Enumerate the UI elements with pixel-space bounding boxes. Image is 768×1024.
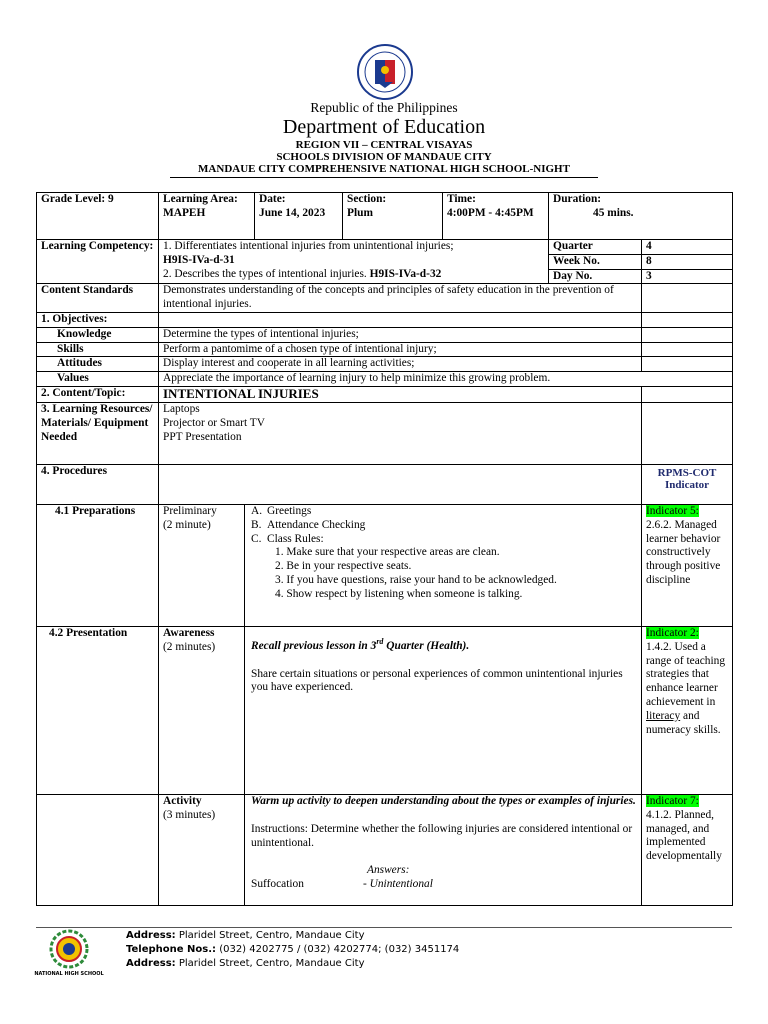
instructions-text: Instructions: Determine whether the following injuries are considered intentional or unintentional.	[251, 822, 633, 849]
region-line: REGION VII – CENTRAL VISAYAS	[295, 139, 473, 151]
division-line: SCHOOLS DIVISION OF MANDAUE CITY	[276, 151, 492, 163]
school-line: MANDAUE CITY COMPREHENSIVE NATIONAL HIGH SCHOOL-NIGHT	[198, 163, 570, 175]
school-logo	[34, 928, 104, 978]
footer-divider	[36, 927, 732, 928]
warmup-text: Warm up activity to deepen understanding about the types or examples of injuries.	[251, 794, 636, 807]
indicator-2-part: and numeracy skills.	[646, 709, 721, 736]
address-label: Address:	[126, 958, 176, 969]
day-value: 3	[642, 269, 733, 284]
section-label: Section:	[347, 193, 387, 205]
objective-text: Perform a pantomime of a chosen type of intentional injury;	[159, 342, 642, 357]
rule-item: 3. If you have questions, raise your hand to be acknowledged.	[275, 573, 557, 586]
list-text: Class Rules:	[267, 532, 324, 545]
empty-cell	[642, 327, 733, 342]
objective-label: Skills	[37, 342, 159, 357]
empty-cell	[642, 284, 733, 313]
objective-row	[37, 342, 733, 357]
competency-code-2: H9IS-IVa-d-32	[369, 267, 442, 280]
duration-value: 45 mins.	[593, 206, 634, 219]
resources-list	[159, 402, 642, 464]
preliminary-content	[245, 504, 642, 626]
phase-name: Activity	[163, 794, 202, 807]
competency-line-1: 1. Differentiates intentional injuries from unintentional injuries;	[163, 240, 454, 252]
phase-time: (3 minutes)	[163, 808, 216, 821]
share-text: Share certain situations or personal experiences of common unintentional injuries you have experienced.	[251, 667, 623, 694]
list-key: C.	[251, 532, 262, 545]
indicator-2-literacy: literacy	[646, 709, 681, 722]
header-divider	[170, 177, 598, 178]
empty-cell	[642, 357, 733, 372]
resource-item: PPT Presentation	[163, 430, 242, 443]
presentation-label-text: 4.2 Presentation	[49, 626, 128, 639]
procedures-label: 4. Procedures	[37, 464, 159, 504]
phase-name: Preliminary	[163, 504, 217, 517]
section-value: Plum	[347, 206, 373, 219]
duration-label: Duration:	[553, 193, 602, 205]
empty-cell	[642, 312, 733, 327]
spacer	[251, 850, 637, 864]
procedures-row	[37, 464, 733, 504]
objectives-label: 1. Objectives:	[37, 312, 159, 327]
address-label: Address:	[126, 930, 176, 941]
week-value: 8	[642, 254, 733, 269]
preparations-label	[37, 504, 159, 626]
indicator-7-text: 4.1.2. Planned, managed, and implemented developmentally	[646, 808, 722, 863]
date-value: June 14, 2023	[259, 206, 326, 219]
address-value: Plaridel Street, Centro, Mandaue City	[175, 958, 365, 969]
recall-text	[251, 635, 637, 654]
recall-part: Recall previous lesson in 3	[251, 639, 377, 652]
indicator-2-text	[646, 641, 728, 738]
spacer	[251, 654, 637, 668]
recall-part: Quarter (Health).	[383, 639, 470, 652]
presentation-label	[37, 626, 159, 794]
empty-cell	[642, 386, 733, 402]
address-value: Plaridel Street, Centro, Mandaue City	[175, 930, 365, 941]
list-item	[251, 533, 637, 547]
topic-row	[37, 386, 733, 402]
objective-label: Knowledge	[37, 327, 159, 342]
content-standards-label: Content Standards	[37, 284, 159, 313]
day-label: Day No.	[549, 269, 642, 284]
resource-item: Projector or Smart TV	[163, 416, 265, 429]
content-standards-row	[37, 284, 733, 313]
info-row	[37, 193, 733, 240]
section-cell	[343, 193, 443, 240]
footer-telephone	[126, 944, 459, 955]
deped-seal	[343, 44, 427, 100]
week-label: Week No.	[549, 254, 642, 269]
footer-address-2	[126, 958, 365, 969]
department-title: Department of Education	[282, 116, 486, 138]
competency-text	[159, 240, 549, 284]
indicator-5-cell	[642, 504, 733, 626]
objective-row	[37, 372, 733, 387]
learning-area	[159, 193, 255, 240]
empty-cell	[159, 464, 642, 504]
time-label: Time:	[447, 193, 476, 205]
activity-phase	[159, 794, 245, 905]
competency-row	[37, 240, 733, 255]
objectives-row	[37, 312, 733, 327]
empty-cell	[642, 342, 733, 357]
quarter-value: 4	[642, 240, 733, 255]
list-key: A.	[251, 504, 263, 517]
indicator-5-text: 2.6.2. Managed learner behavior constructively through positive discipline	[646, 518, 721, 586]
preparations-label-text: 4.1 Preparations	[55, 504, 136, 517]
answer-item: Suffocation	[251, 878, 304, 891]
objective-row	[37, 357, 733, 372]
answer-row	[251, 878, 637, 892]
empty-cell	[37, 794, 159, 905]
objective-label: Attitudes	[37, 357, 159, 372]
competency-label: Learning Competency:	[37, 240, 159, 284]
awareness-phase	[159, 626, 245, 794]
time-cell	[443, 193, 549, 240]
lesson-plan-table	[36, 192, 733, 906]
rule-item: 2. Be in your respective seats.	[275, 560, 412, 573]
date-cell	[255, 193, 343, 240]
objective-row	[37, 327, 733, 342]
footer-address	[126, 930, 365, 941]
empty-cell	[642, 402, 733, 464]
school-logo-text: NATIONAL HIGH SCHOOL	[34, 971, 104, 977]
quarter-label: Quarter	[549, 240, 642, 255]
duration-cell	[549, 193, 733, 240]
answers-label: Answers:	[367, 864, 410, 877]
activity-row	[37, 794, 733, 905]
phase-time: (2 minute)	[163, 518, 211, 531]
competency-line-2-wrap	[163, 268, 544, 282]
telephone-value: (032) 4202775 / (032) 4202774; (032) 3451174	[216, 944, 460, 955]
list-text: Greetings	[267, 504, 312, 517]
content-standards-text: Demonstrates understanding of the concepts and principles of safety education in the prevention of intentional injuries.	[159, 284, 642, 313]
recall-sup: rd	[376, 636, 384, 646]
awareness-content	[245, 626, 642, 794]
objective-text: Appreciate the importance of learning injury to help minimize this growing problem.	[159, 372, 733, 387]
presentation-row	[37, 626, 733, 794]
objective-text: Determine the types of intentional injuries;	[159, 327, 642, 342]
topic-value: INTENTIONAL INJURIES	[159, 386, 642, 402]
empty-cell	[159, 312, 642, 327]
list-item	[251, 519, 637, 533]
indicator-7-cell	[642, 794, 733, 905]
list-item	[251, 505, 637, 519]
competency-code-1: H9IS-IVa-d-31	[163, 253, 235, 266]
learning-area-label: Learning Area:	[163, 193, 238, 205]
spacer	[251, 809, 637, 823]
class-rules	[251, 546, 637, 601]
rule-item: 1. Make sure that your respective areas are clean.	[275, 546, 500, 559]
time-value: 4:00PM - 4:45PM	[447, 206, 534, 219]
learning-area-value: MAPEH	[163, 206, 206, 219]
telephone-label: Telephone Nos.:	[126, 944, 217, 955]
list-key: B.	[251, 518, 262, 531]
rule-item: 4. Show respect by listening when someone is talking.	[275, 587, 523, 600]
indicator-5-label: Indicator 5:	[646, 504, 699, 517]
objective-text: Display interest and cooperate in all learning activities;	[159, 357, 642, 372]
competency-line-2: 2. Describes the types of intentional injuries.	[163, 267, 367, 280]
indicator-7-label: Indicator 7:	[646, 794, 699, 807]
indicator-2-label: Indicator 2:	[646, 626, 699, 639]
resources-row	[37, 402, 733, 464]
republic-line: Republic of the Philippines	[310, 100, 458, 115]
preliminary-list	[251, 505, 637, 546]
resource-item: Laptops	[163, 402, 200, 415]
objective-label: Values	[37, 372, 159, 387]
phase-time: (2 minutes)	[163, 640, 216, 653]
topic-label: 2. Content/Topic:	[37, 386, 159, 402]
resources-label: 3. Learning Resources/ Materials/ Equipment Needed	[37, 402, 159, 464]
preliminary-phase	[159, 504, 245, 626]
list-text: Attendance Checking	[267, 518, 366, 531]
rpms-cot-indicator-label: RPMS-COT Indicator	[642, 464, 733, 504]
phase-name: Awareness	[163, 626, 215, 639]
answer-value: - Unintentional	[363, 878, 433, 891]
preparations-row	[37, 504, 733, 626]
grade-level: Grade Level: 9	[37, 193, 159, 240]
indicator-2-cell	[642, 626, 733, 794]
date-label: Date:	[259, 193, 286, 205]
activity-content	[245, 794, 642, 905]
indicator-2-part: 1.4.2. Used a range of teaching strategies that enhance learner achievement in	[646, 640, 726, 708]
